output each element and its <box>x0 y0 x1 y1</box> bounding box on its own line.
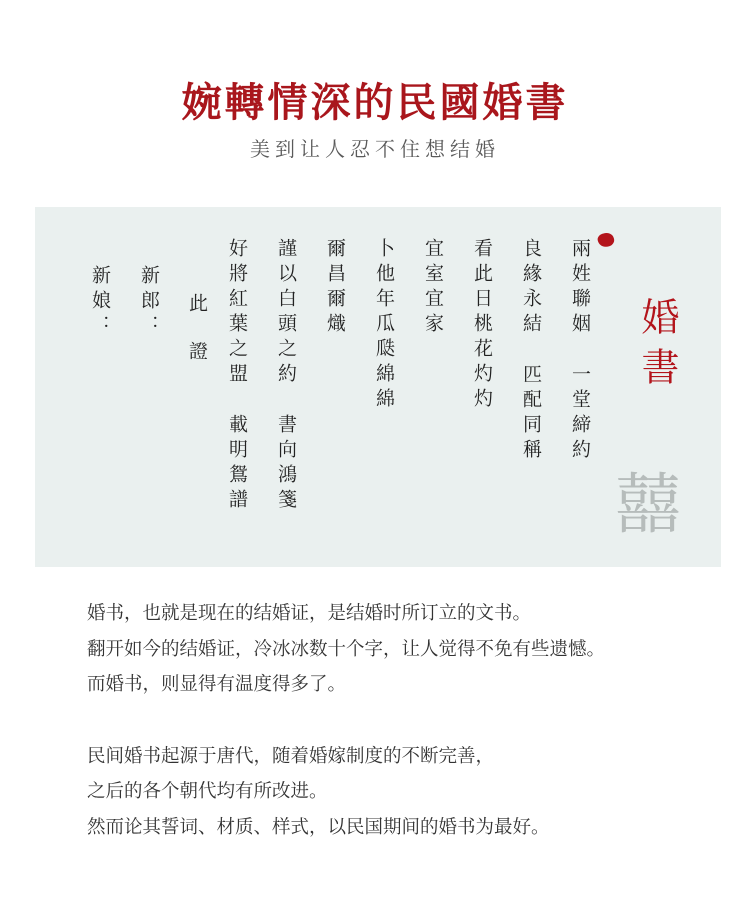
vow-column-4: 宜室宜家 <box>422 238 444 338</box>
paragraph-1-line-2: 翻开如今的结婚证，冷冰冰数十个字，让人觉得不免有些遗憾。 <box>87 638 606 660</box>
vow-column-7: 謹以白頭之約書向鴻箋 <box>275 238 297 514</box>
paragraph-2-line-3: 然而论其誓词、材质、样式，以民国期间的婚书为最好。 <box>87 816 550 838</box>
paragraph-2-line-1: 民间婚书起源于唐代，随着婚嫁制度的不断完善， <box>87 745 495 767</box>
groom-label: 新郎： <box>138 265 160 340</box>
vow-column-5: 卜他年瓜瓞綿綿 <box>373 238 395 413</box>
attest-char-1: 此 <box>186 293 208 318</box>
double-happiness-watermark: 囍 <box>615 466 681 543</box>
vow-column-6: 爾昌爾熾 <box>324 238 346 338</box>
paragraph-1-line-1: 婚书，也就是现在的结婚证，是结婚时所订立的文书。 <box>87 603 532 624</box>
vow-column-1: 兩姓聯姻一堂締約 <box>569 238 591 464</box>
paragraph-2-line-2: 之后的各个朝代均有所改进。 <box>87 781 328 802</box>
vow-column-2: 良緣永結匹配同稱 <box>520 238 542 464</box>
page-title: 婉轉情深的民國婚書 <box>181 79 569 126</box>
attest-char-2: 證 <box>186 341 208 366</box>
paragraph-spacer <box>87 703 727 739</box>
vow-column-3: 看此日桃花灼灼 <box>471 238 493 413</box>
certificate-seal-title: 婚書 <box>635 297 679 397</box>
bride-label: 新娘： <box>89 265 111 340</box>
marriage-certificate-card <box>35 207 721 567</box>
vow-column-8: 好將紅葉之盟載明鴛譜 <box>226 238 248 514</box>
seal-stamp-icon <box>596 231 616 249</box>
description-text <box>87 596 727 845</box>
paragraph-1-line-3: 而婚书，则显得有温度得多了。 <box>87 674 347 695</box>
page-subtitle: 美到让人忍不住想结婚 <box>250 137 500 161</box>
